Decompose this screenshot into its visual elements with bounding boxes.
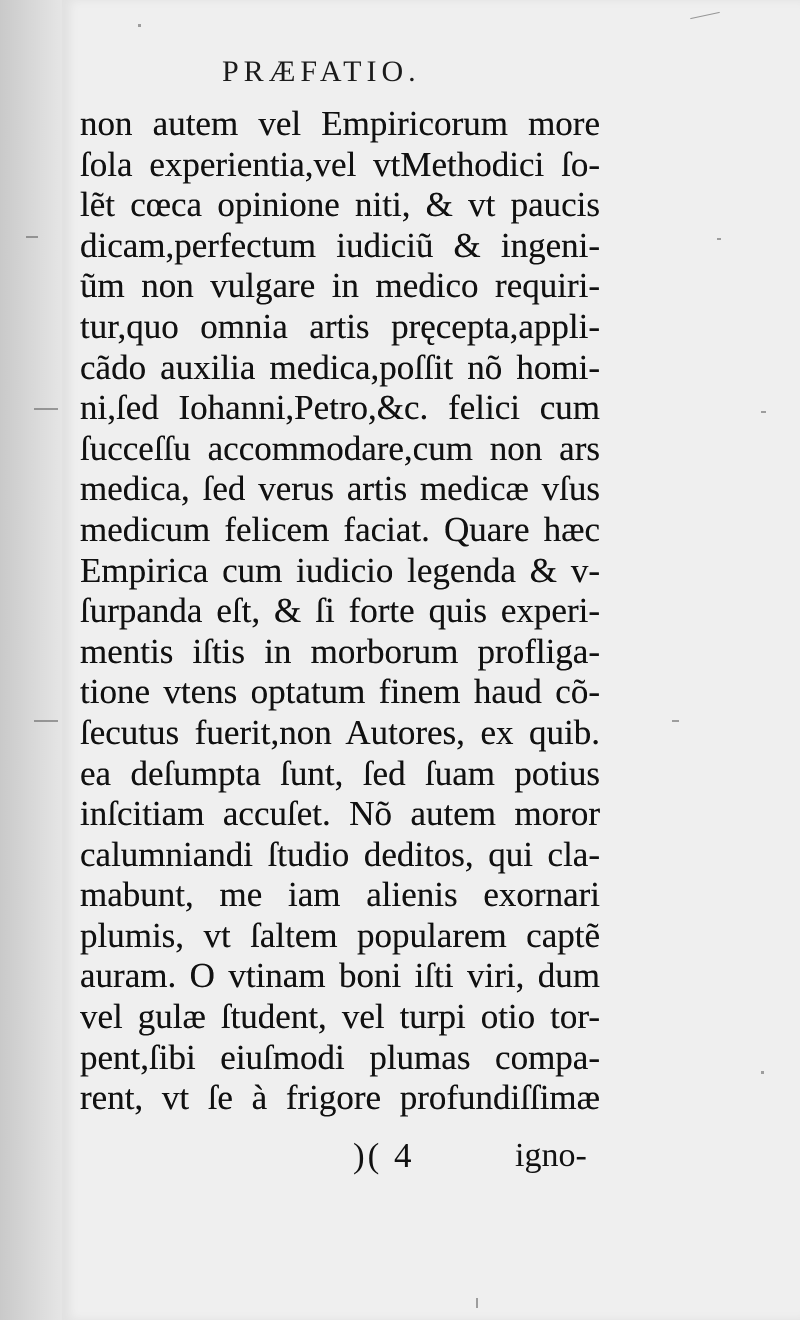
- main-text-block: [80, 104, 600, 1119]
- text-line-8: ni,ſed Iohanni,Petro,&c. felici cum: [80, 388, 600, 428]
- text-line-10: medica, ſed verus artis medicæ vſus: [80, 469, 600, 509]
- text-line-19: calumniandi ſtudio deditos, qui cla-: [80, 834, 600, 874]
- paper-speck: [34, 408, 58, 410]
- text-line-1: non autem vel Empiricorum more: [80, 104, 600, 143]
- paper-speck: [672, 720, 679, 722]
- text-line-15: tione vtens optatum finem haud cõ-: [80, 672, 600, 712]
- catchword: igno-: [515, 1137, 587, 1174]
- text-line-3: lẽt cœca opinione niti, & vt paucis: [80, 185, 600, 225]
- text-line-5: ũm non vulgare in medico requiri-: [80, 266, 600, 306]
- text-line-24: pent,ſibi eiuſmodi plumas compa-: [80, 1037, 600, 1077]
- text-line-9: ſucceſſu accommodare,cum non ars: [80, 428, 600, 468]
- page-running-header: PRÆFATIO.: [222, 55, 421, 88]
- text-line-16: ſecutus fuerit,non Autores, ex quib.: [80, 712, 600, 752]
- paper-speck: [138, 24, 141, 27]
- text-line-22: auram. O vtinam boni iſti viri, dum: [80, 956, 600, 996]
- text-line-23: vel gulæ ſtudent, vel turpi otio tor-: [80, 997, 600, 1037]
- text-line-18: inſcitiam accuſet. Nõ autem moror: [80, 794, 600, 834]
- page-footer: [0, 1136, 800, 1180]
- text-line-13: ſurpanda eſt, & ſi forte quis experi-: [80, 591, 600, 631]
- text-line-14: mentis iſtis in morborum profliga-: [80, 631, 600, 671]
- paper-speck: [717, 238, 721, 240]
- text-line-25: rent, vt ſe à frigore profundiſſimæ: [80, 1078, 600, 1118]
- paper-speck: [26, 236, 38, 238]
- paper-speck: [761, 1071, 764, 1074]
- paper-speck: [34, 720, 58, 722]
- text-line-21: plumis, vt ſaltem popularem captẽ: [80, 915, 600, 955]
- signature-mark: )( 4: [353, 1136, 415, 1175]
- text-line-20: mabunt, me iam alienis exornari: [80, 875, 600, 915]
- text-line-17: ea deſumpta ſunt, ſed ſuam potius: [80, 753, 600, 793]
- paper-speck: [761, 411, 766, 413]
- text-line-7: cãdo auxilia medica,poſſit nõ homi-: [80, 347, 600, 387]
- paper-speck: [476, 1298, 478, 1308]
- text-line-6: tur,quo omnia artis pręcepta,appli-: [80, 306, 600, 346]
- text-line-2: ſola experientia,vel vtMethodici ſo-: [80, 144, 600, 184]
- text-line-12: Empirica cum iudicio legenda & v-: [80, 550, 600, 590]
- text-line-11: medicum felicem faciat. Quare hæc: [80, 509, 600, 549]
- text-line-4: dicam,perfectum iudiciũ & ingeni-: [80, 225, 600, 265]
